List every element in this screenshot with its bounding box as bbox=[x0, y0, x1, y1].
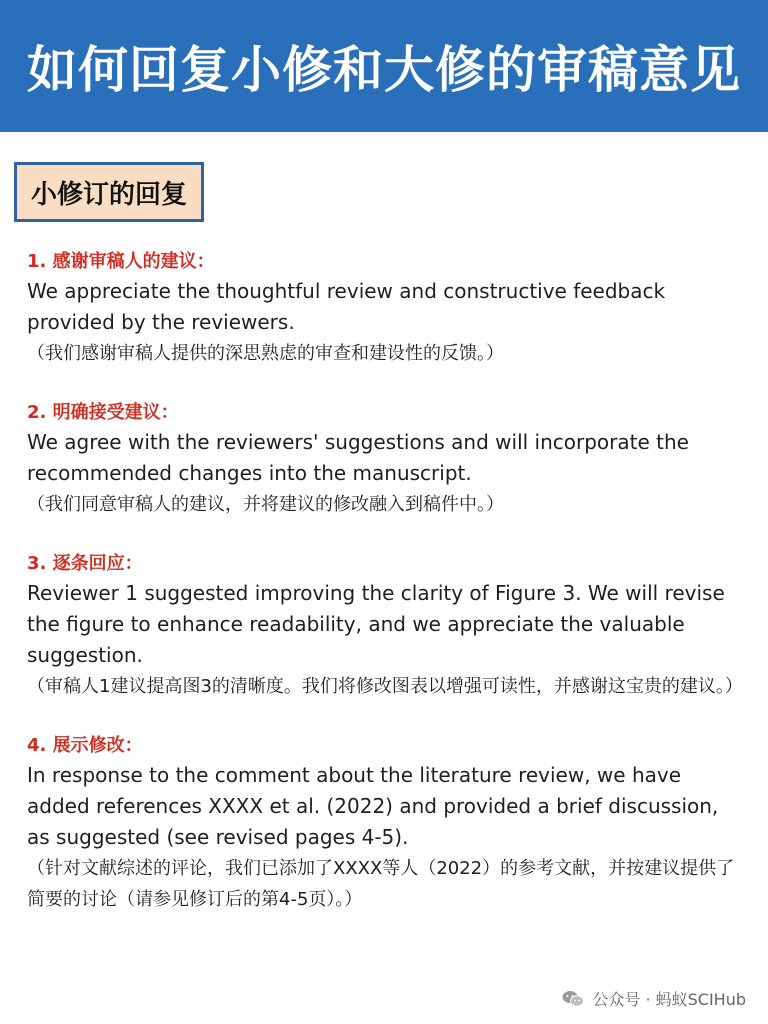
page-title: 如何回复小修和大修的审稿意见 bbox=[27, 41, 741, 99]
item-english-text: Reviewer 1 suggested improving the clarity of Figure 3. We will revise the figure to enhance readability, and we appreciate the valuable suggestion. bbox=[27, 581, 725, 667]
section-header-box bbox=[14, 162, 204, 222]
response-item-1 bbox=[27, 248, 742, 369]
item-chinese-text: （审稿人1建议提高图3的清晰度。我们将修改图表以增强可读性，并感谢这宝贵的建议。） bbox=[27, 676, 743, 697]
title-banner bbox=[0, 0, 768, 132]
item-english-text: In response to the comment about the literature review, we have added references XXXX et al. (2022) and provided a brief discussion, as suggested (see revised pages 4-5). bbox=[27, 763, 719, 849]
section-title: 小修订的回复 bbox=[30, 179, 187, 210]
item-english-text: We agree with the reviewers' suggestions and will incorporate the recommended changes into the manuscript. bbox=[27, 430, 689, 485]
item-heading: 1. 感谢审稿人的建议： bbox=[27, 251, 215, 272]
response-item-4 bbox=[27, 732, 742, 915]
response-item-2 bbox=[27, 399, 742, 520]
item-chinese-text: （我们感谢审稿人提供的深思熟虑的审查和建设性的反馈。） bbox=[27, 343, 504, 364]
item-chinese-text: （针对文献综述的评论，我们已添加了XXXX等人（2022）的参考文献，并按建议提供了简要的讨论（请参见修订后的第4-5页）。） bbox=[27, 858, 735, 910]
item-english-text: We appreciate the thoughtful review and constructive feedback provided by the reviewers. bbox=[27, 279, 666, 334]
watermark-text: 公众号 · 蚂蚁SCIHub bbox=[592, 990, 746, 1009]
item-heading: 2. 明确接受建议： bbox=[27, 402, 179, 423]
wechat-icon bbox=[562, 990, 584, 1008]
item-heading: 4. 展示修改： bbox=[27, 735, 143, 756]
item-heading: 3. 逐条回应： bbox=[27, 553, 143, 574]
response-list bbox=[27, 248, 742, 945]
response-item-3 bbox=[27, 550, 742, 702]
watermark bbox=[562, 987, 746, 1010]
item-chinese-text: （我们同意审稿人的建议，并将建议的修改融入到稿件中。） bbox=[27, 494, 504, 515]
